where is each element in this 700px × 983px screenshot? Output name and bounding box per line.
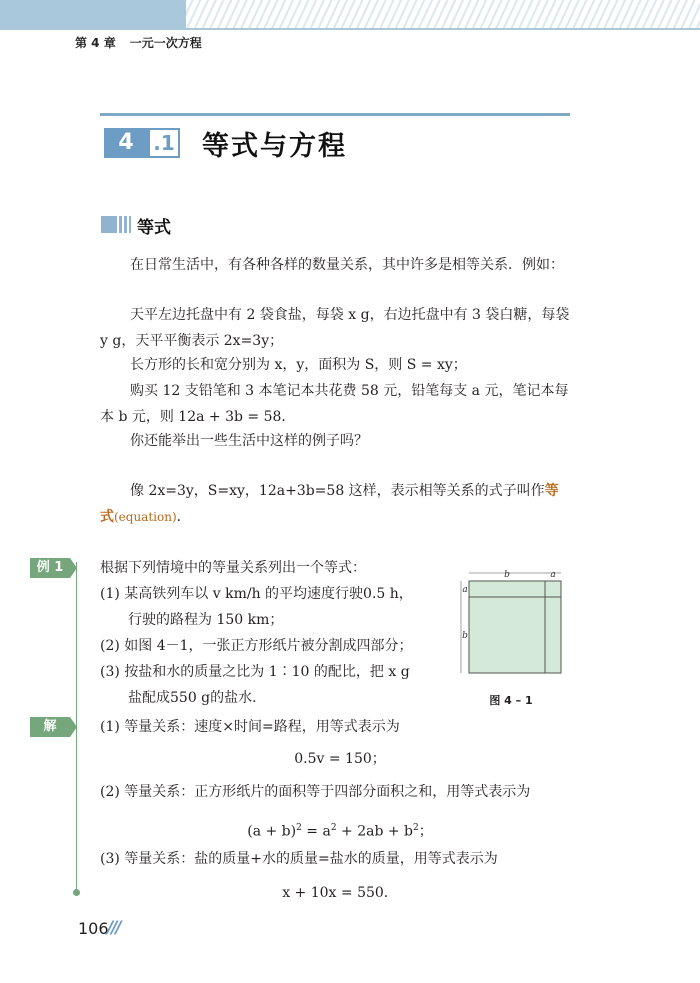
section-title: 等式与方程 [202,131,347,162]
solution-arrow-icon [70,717,77,737]
eq2-sup-1: 2 [296,823,302,833]
solution-step-3: (3) 等量关系：盐的质量+水的质量=盐水的质量，用等式表示为 [100,851,498,867]
intro-paragraph-2: 天平左边托盘中有 2 袋食盐，每袋 x g，右边托盘中有 3 袋白糖，每袋 y g，天平平衡表示 2x=3y； [100,307,570,349]
term-english: (equation) [114,510,177,524]
intro-paragraph-5: 你还能举出一些生活中这样的例子吗？ [130,433,368,449]
eq2-middle: + 2ab + b [336,823,414,840]
term-equation: 等式 [100,483,559,525]
section-number-minor: .1 [148,128,180,158]
header-band [0,0,186,28]
chapter-number: 第 4 章 [75,36,116,50]
section-rule [100,113,570,116]
intro-paragraph-4: 购买 12 支铅笔和 3 本笔记本共花费 58 元，铅笔每支 a 元，笔记本每本 b 元，则 12a + 3b = 58． [100,383,569,425]
solution-equation-1: 0.5v = 150； [294,751,386,767]
eq2-right: = a [301,823,331,840]
eq2-end: ； [418,823,433,840]
example-q1-line2: 行驶的路程为 150 km； [128,612,284,628]
subsection-title: 等式 [137,218,171,238]
intro-paragraph-3: 长方形的长和宽分别为 x，y，面积为 S，则 S = xy； [130,357,467,373]
page-mark-icon: /// [107,918,120,938]
section-number-major: 4 [104,128,148,158]
label-a-top: a [550,570,556,580]
solution-step-2: (2) 等量关系：正方形纸片的面积等于四部分面积之和，用等式表示为 [100,784,531,800]
definition-text: 像 2x=3y，S=xy，12a+3b=58 这样，表示相等关系的式子叫作 [130,483,545,499]
header-hatch [186,0,700,28]
solution-equation-2 [100,815,580,845]
figure-square-diagram [455,568,565,688]
header-rule [0,28,700,30]
figure-caption: 图 4 – 1 [489,694,533,707]
subsection-bars-icon [101,216,131,233]
chapter-title: 一元一次方程 [129,36,202,50]
intro-paragraph-1: 在日常生活中，有各种各样的数量关系，其中许多是相等关系．例如： [130,257,564,273]
example-label: 例 1 [30,558,70,578]
definition-paragraph [100,478,570,530]
eq2-sup-3: 2 [413,823,419,833]
example-q1-line1: (1) 某高铁列车以 v km/h 的平均速度行驶0.5 h， [100,586,413,602]
guide-end-dot [73,889,80,896]
label-a-left: a [462,585,468,595]
running-header [75,34,216,51]
section-number-badge [104,128,180,158]
solution-step-1: (1) 等量关系：速度×时间=路程，用等式表示为 [100,719,400,735]
definition-end: ． [176,509,191,525]
label-b-top: b [504,570,510,580]
example-stem: 根据下列情境中的等量关系列出一个等式： [100,560,366,576]
solution-label: 解 [30,717,70,737]
example-q2: (2) 如图 4－1，一张正方形纸片被分割成四部分； [100,638,413,654]
example-q3-line1: (3) 按盐和水的质量之比为 1∶10 的配比，把 x g [100,664,410,680]
square-outline [469,581,561,673]
solution-equation-3: x + 10x = 550． [282,885,398,901]
label-b-left: b [462,631,468,641]
page-number: 106 [78,919,109,938]
eq2-sup-2: 2 [330,823,337,833]
eq2-left: (a + b) [247,823,297,840]
example-q3-line2: 盐配成550 g的盐水． [128,690,267,706]
